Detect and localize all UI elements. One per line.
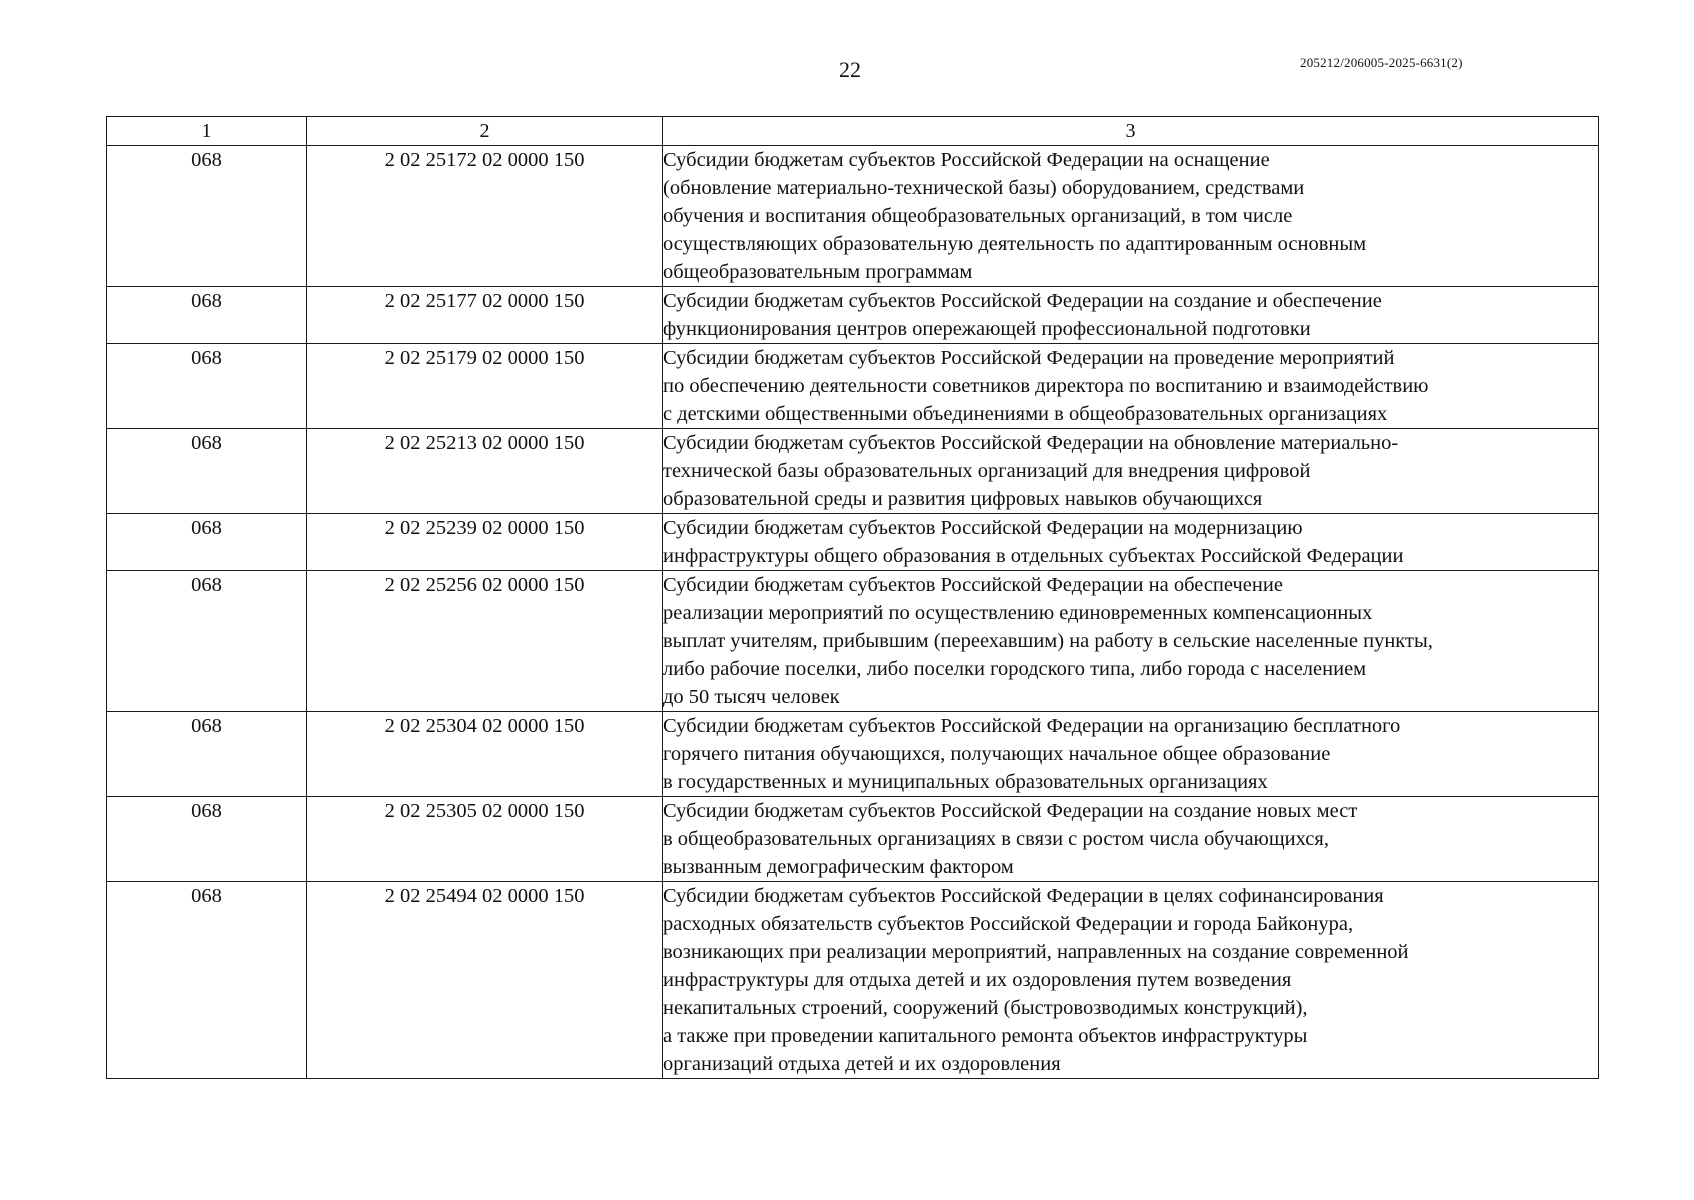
budget-code-cell: 2 02 25239 02 0000 150 [307, 514, 663, 571]
table-row [107, 712, 1599, 797]
admin-code-cell: 068 [107, 882, 307, 1079]
table-header-row [107, 117, 1599, 146]
budget-code-cell: 2 02 25305 02 0000 150 [307, 797, 663, 882]
description-cell: Субсидии бюджетам субъектов Российской Федерации на создание и обеспечение функционирования центров опережающей профессиональной подготовки [663, 287, 1599, 344]
description-cell: Субсидии бюджетам субъектов Российской Федерации в целях софинансирования расходных обязательств субъектов Российской Федерации и города Байконура, возникающих при реализации мероприятий, направленных на создание современной инфраструктуры для отдыха детей и их оздоровления путем возведения некапитальных строений, сооружений (быстровозводимых конструкций), а также при проведении капитального ремонта объектов инфраструктуры организаций отдыха детей и их оздоровления [663, 882, 1599, 1079]
column-header-2: 2 [307, 117, 663, 146]
admin-code-cell: 068 [107, 287, 307, 344]
budget-code-cell: 2 02 25256 02 0000 150 [307, 571, 663, 712]
page-number: 22 [839, 57, 861, 82]
table-row [107, 882, 1599, 1079]
description-cell: Субсидии бюджетам субъектов Российской Федерации на обновление материально- технической базы образовательных организаций для внедрения цифровой образовательной среды и развития цифровых навыков обучающихся [663, 429, 1599, 514]
table-row [107, 146, 1599, 287]
budget-code-cell: 2 02 25213 02 0000 150 [307, 429, 663, 514]
budget-code-cell: 2 02 25494 02 0000 150 [307, 882, 663, 1079]
admin-code-cell: 068 [107, 429, 307, 514]
budget-code-cell: 2 02 25304 02 0000 150 [307, 712, 663, 797]
table-row [107, 571, 1599, 712]
budget-code-cell: 2 02 25179 02 0000 150 [307, 344, 663, 429]
admin-code-cell: 068 [107, 514, 307, 571]
admin-code-cell: 068 [107, 146, 307, 287]
description-cell: Субсидии бюджетам субъектов Российской Федерации на проведение мероприятий по обеспечению деятельности советников директора по воспитанию и взаимодействию с детскими общественными объединениями в общеобразовательных организациях [663, 344, 1599, 429]
table-row [107, 429, 1599, 514]
admin-code-cell: 068 [107, 712, 307, 797]
budget-code-cell: 2 02 25177 02 0000 150 [307, 287, 663, 344]
description-cell: Субсидии бюджетам субъектов Российской Федерации на оснащение (обновление материально-технической базы) оборудованием, средствами обучения и воспитания общеобразовательных организаций, в том числе осуществляющих образовательную деятельность по адаптированным основным общеобразовательным программам [663, 146, 1599, 287]
table-row [107, 797, 1599, 882]
description-cell: Субсидии бюджетам субъектов Российской Федерации на организацию бесплатного горячего питания обучающихся, получающих начальное общее образование в государственных и муниципальных образовательных организациях [663, 712, 1599, 797]
column-header-3: 3 [663, 117, 1599, 146]
description-cell: Субсидии бюджетам субъектов Российской Федерации на обеспечение реализации мероприятий по осуществлению единовременных компенсационных выплат учителям, прибывшим (переехавшим) на работу в сельские населенные пункты, либо рабочие поселки, либо поселки городского типа, либо города с населением до 50 тысяч человек [663, 571, 1599, 712]
description-cell: Субсидии бюджетам субъектов Российской Федерации на модернизацию инфраструктуры общего образования в отдельных субъектах Российской Федерации [663, 514, 1599, 571]
budget-code-cell: 2 02 25172 02 0000 150 [307, 146, 663, 287]
table-row [107, 287, 1599, 344]
table-row [107, 344, 1599, 429]
table-row [107, 514, 1599, 571]
column-header-1: 1 [107, 117, 307, 146]
admin-code-cell: 068 [107, 571, 307, 712]
budget-codes-table [106, 116, 1599, 1079]
admin-code-cell: 068 [107, 344, 307, 429]
description-cell: Субсидии бюджетам субъектов Российской Федерации на создание новых мест в общеобразовательных организациях в связи с ростом числа обучающихся, вызванным демографическим фактором [663, 797, 1599, 882]
admin-code-cell: 068 [107, 797, 307, 882]
document-code: 205212/206005-2025-6631(2) [1300, 55, 1463, 70]
